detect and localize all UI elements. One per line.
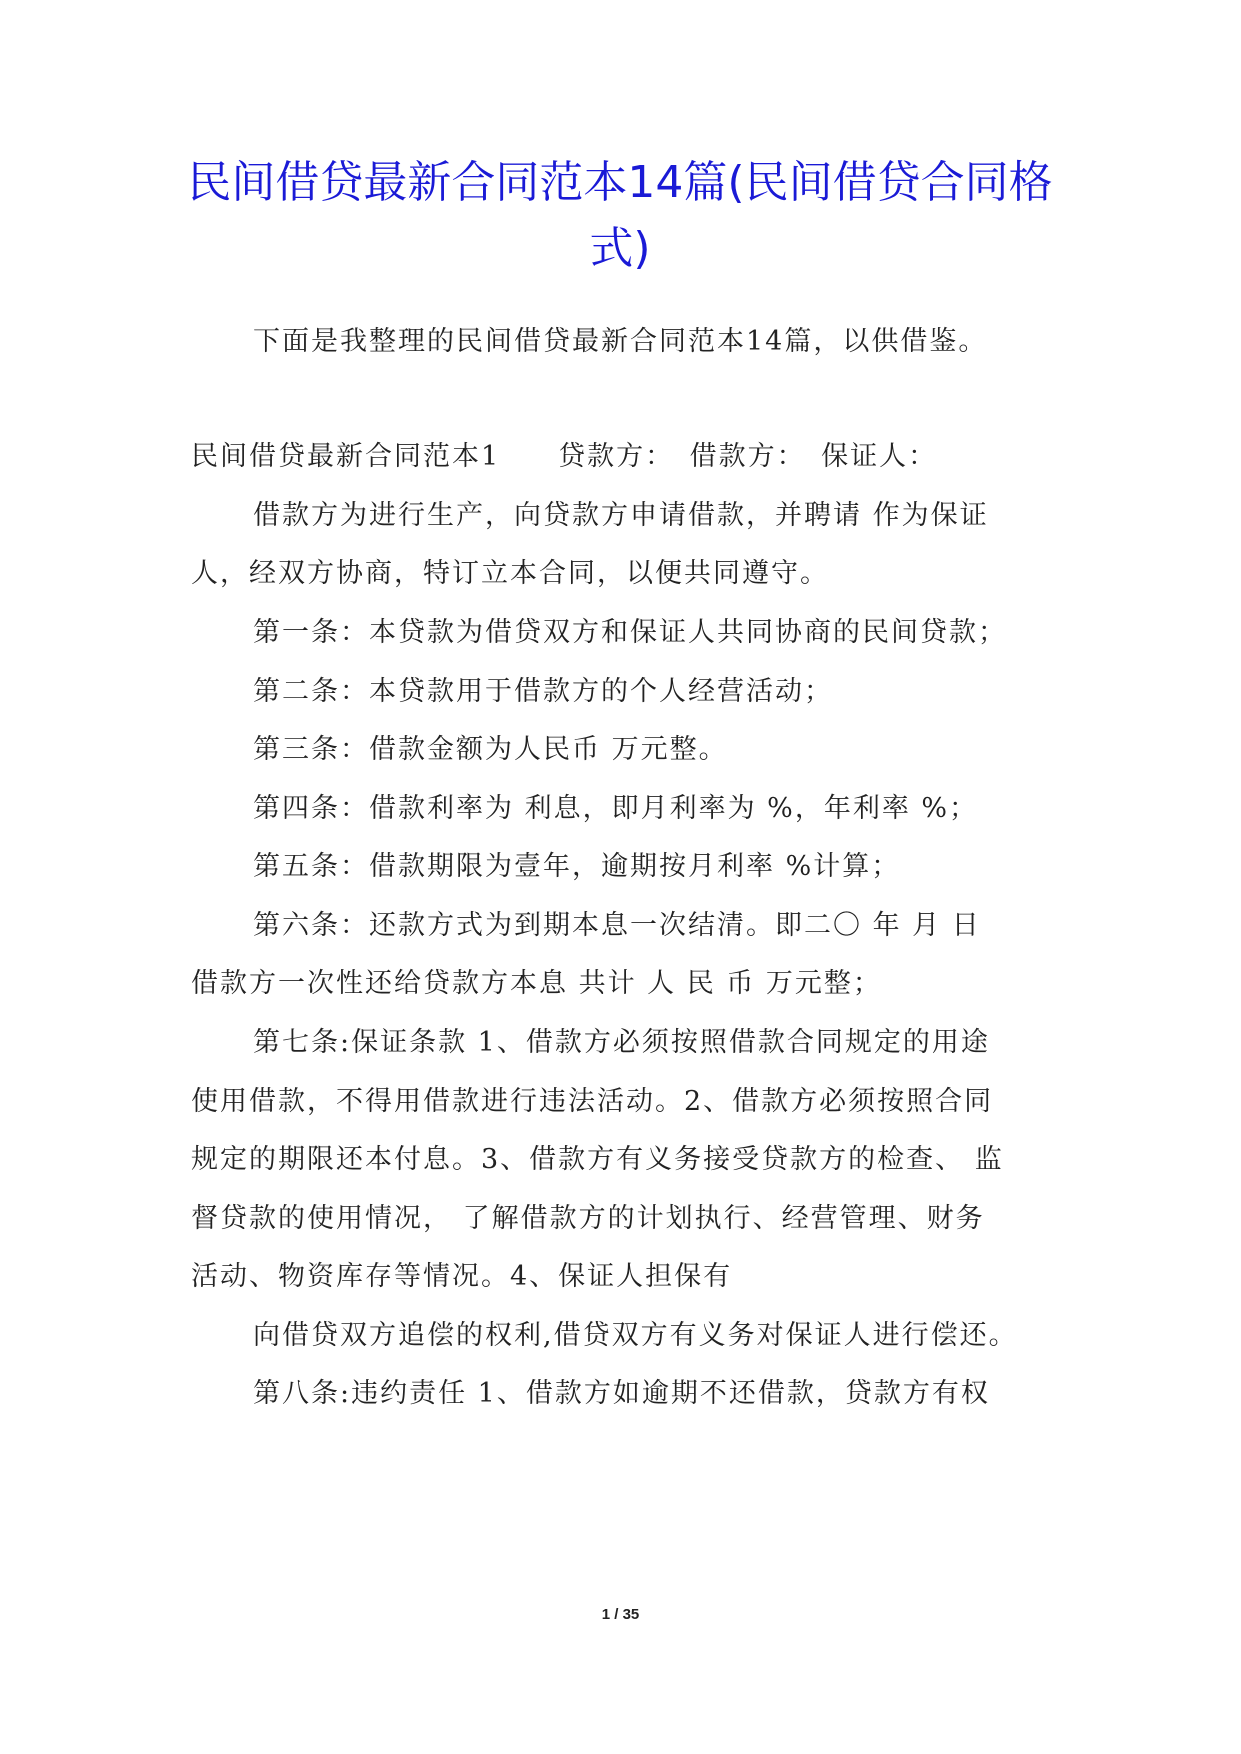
article-5: 第五条：借款期限为壹年，逾期按月利率 %计算；: [253, 851, 901, 882]
article-3: 第三条：借款金额为人民币 万元整。: [253, 734, 728, 765]
article-4: 第四条：借款利率为 利息，即月利率为 %，年利率 %；: [253, 793, 979, 824]
page-number: 1 / 35: [601, 1606, 640, 1623]
intro-paragraph: 下面是我整理的民间借贷最新合同范本14篇，以供借鉴。: [253, 326, 988, 357]
article-7-cont: 规定的期限还本付息。3、借款方有义务接受贷款方的检查、 监: [191, 1144, 1004, 1175]
article-7: 第七条:保证条款 1、借款方必须按照借款合同规定的用途: [253, 1027, 990, 1058]
article-8: 第八条:违约责任 1、借款方如逾期不还借款，贷款方有权: [253, 1378, 990, 1409]
article-7-cont: 督贷款的使用情况， 了解借款方的计划执行、经营管理、财务: [191, 1203, 985, 1234]
paragraph-line: 人，经双方协商，特订立本合同，以便共同遵守。: [191, 558, 829, 589]
paragraph-line: 借款方为进行生产，向贷款方申请借款，并聘请 作为保证: [253, 500, 989, 531]
article-6-cont: 借款方一次性还给贷款方本息 共计 人 民 币 万元整；: [191, 968, 882, 999]
article-1: 第一条：本贷款为借贷双方和保证人共同协商的民间贷款；: [253, 617, 1007, 648]
paragraph-line: 向借贷双方追偿的权利,借贷双方有义务对保证人进行偿还。: [253, 1320, 1018, 1351]
article-6: 第六条：还款方式为到期本息一次结清。即二〇 年 月 日: [253, 910, 981, 941]
contract-header-line: 民间借贷最新合同范本1 贷款方： 借款方： 保证人：: [191, 441, 938, 472]
article-7-cont: 使用借款，不得用借款进行违法活动。2、借款方必须按照合同: [191, 1086, 994, 1117]
document-title: 民间借贷最新合同范本14篇(民间借贷合同格式): [187, 157, 1053, 274]
article-7-cont: 活动、物资库存等情况。4、保证人担保有: [191, 1261, 733, 1292]
article-2: 第二条：本贷款用于借款方的个人经营活动；: [253, 676, 833, 707]
